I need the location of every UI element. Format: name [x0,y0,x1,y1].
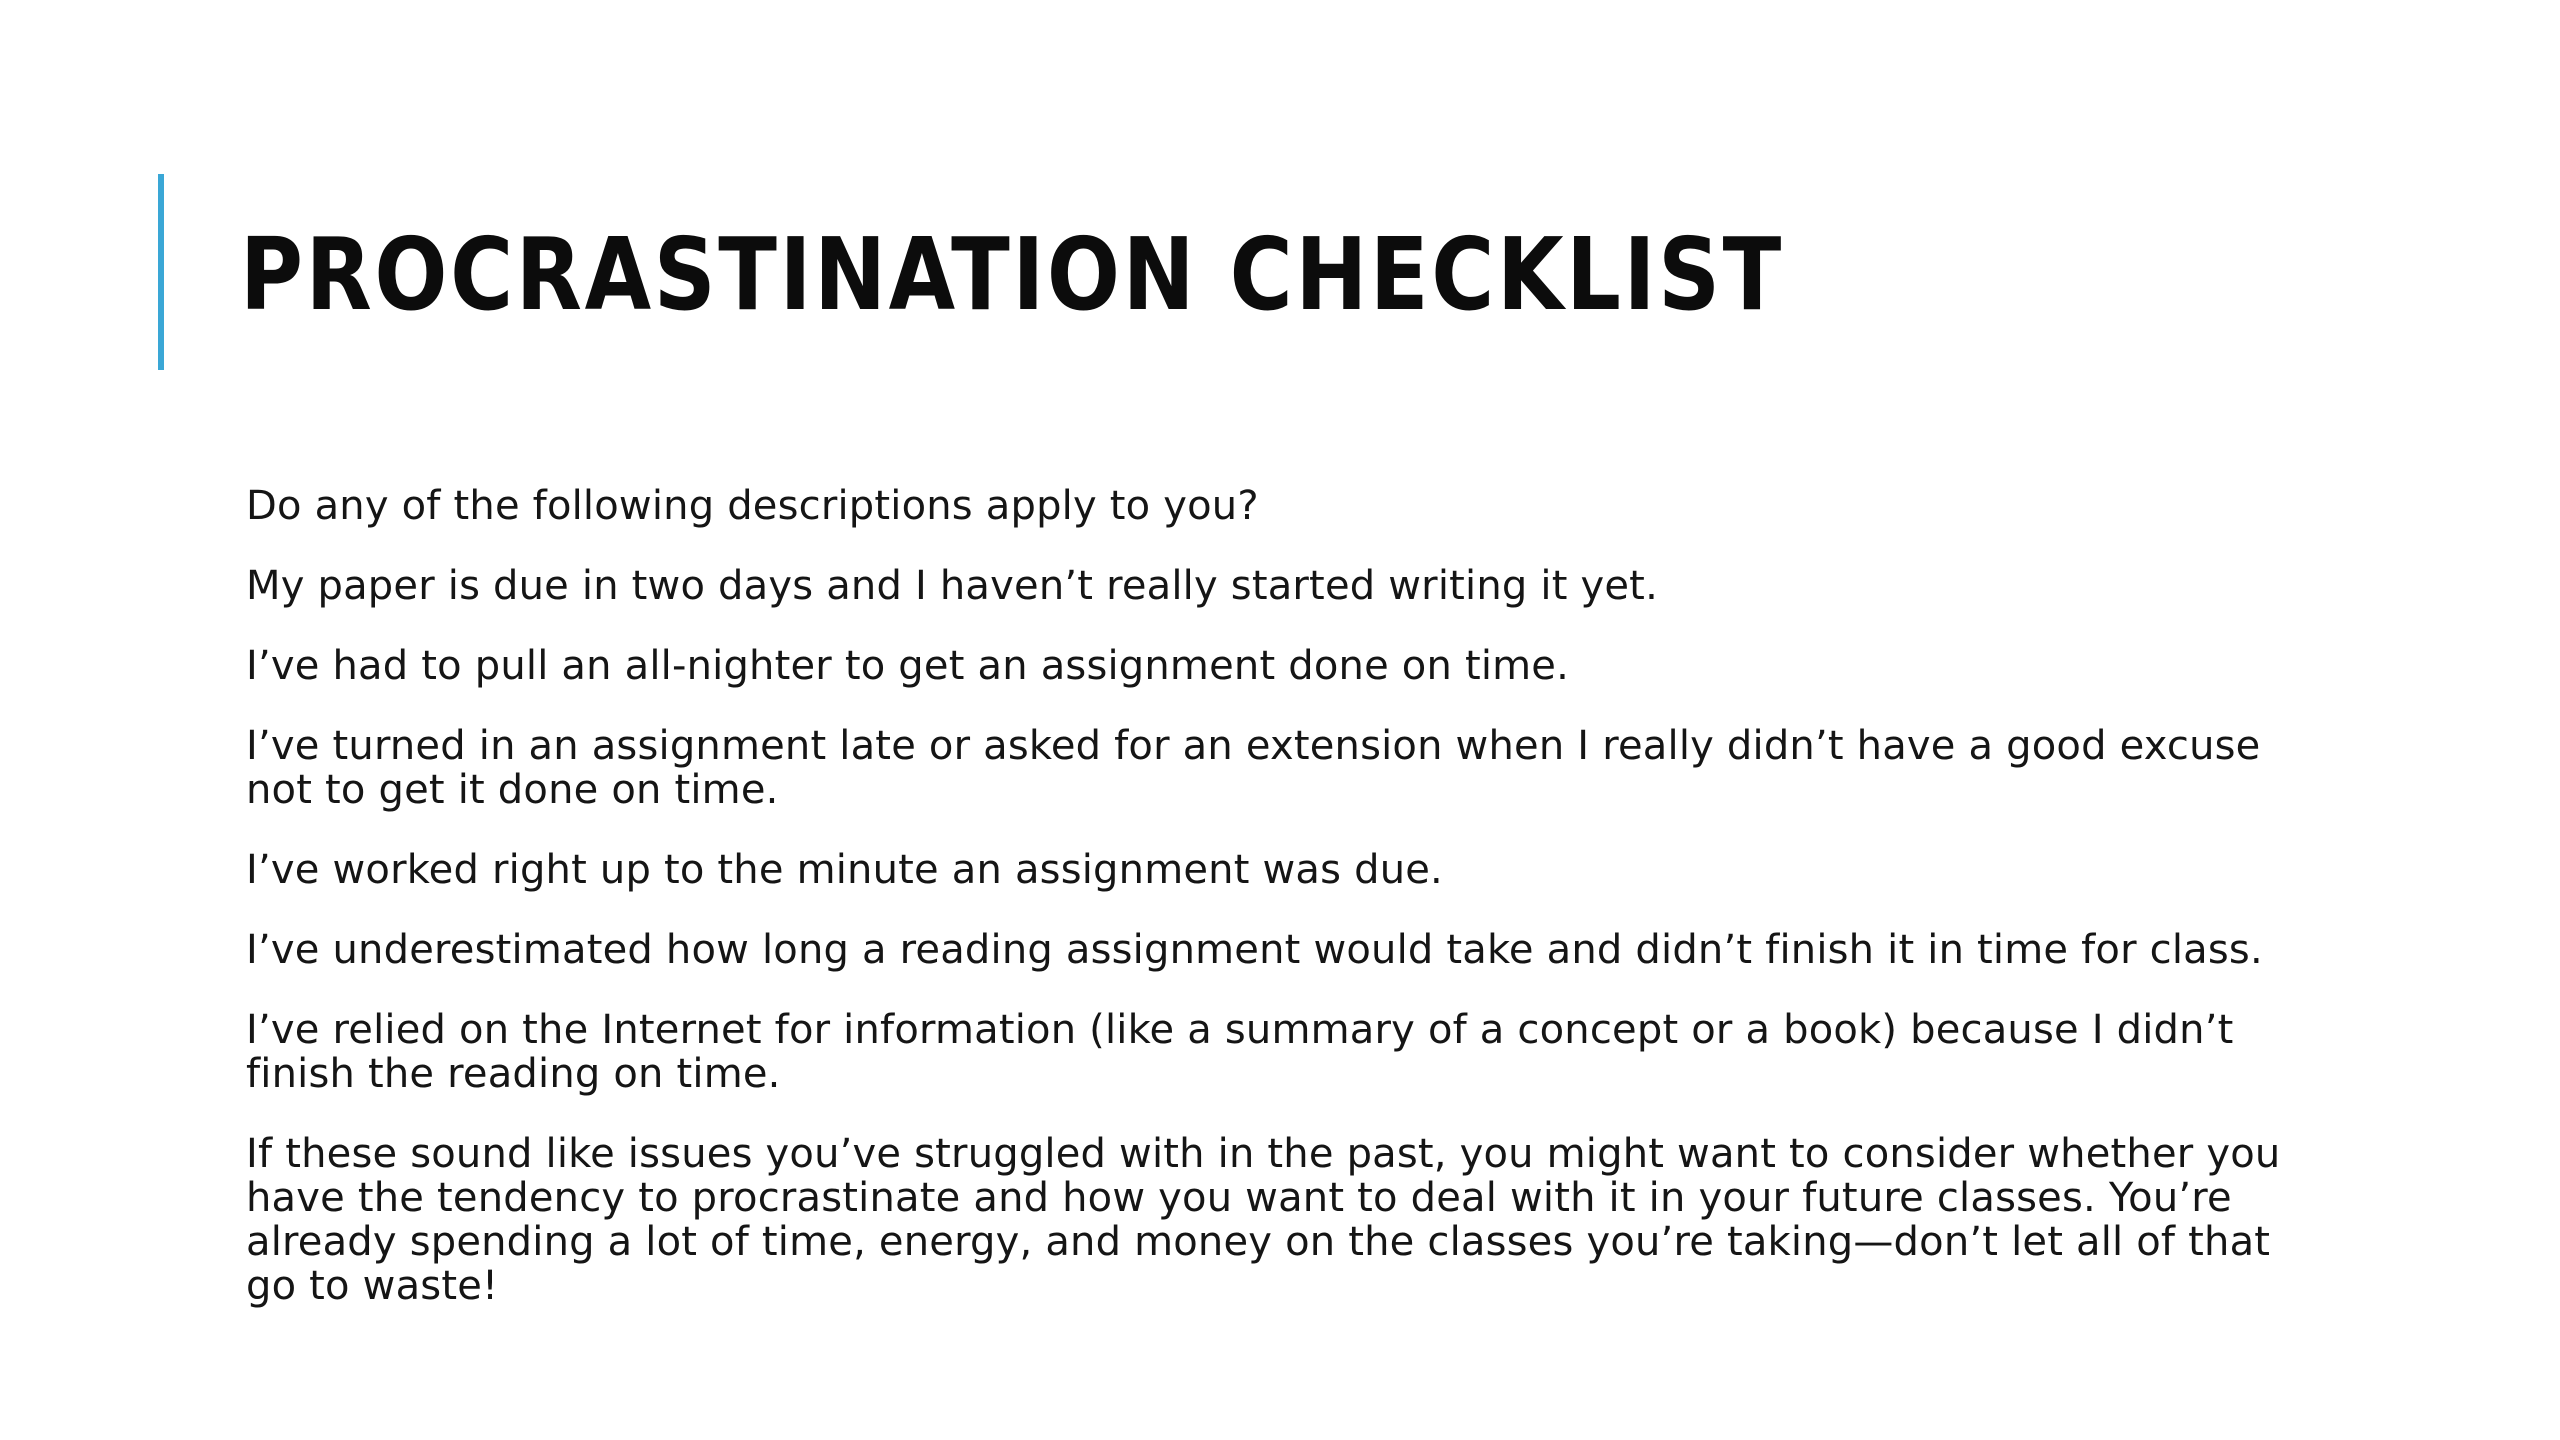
body-paragraph-conclusion: If these sound like issues you’ve struggled with in the past, you might want to consider whether you have the tendency to procrastinate and how you want to deal with it in your future classes. You’re already spending a lot of time, energy, and money on the classes you’re taking—don’t let all of that go to waste! [246,1131,2281,1309]
slide-body [246,484,2326,1308]
body-paragraph-item: I’ve had to pull an all-nighter to get an assignment done on time. [246,643,1570,689]
body-paragraph-item: I’ve relied on the Internet for information (like a summary of a concept or a book) because I didn’t finish the reading on time. [246,1007,2234,1097]
body-paragraph-item: My paper is due in two days and I haven’t really started writing it yet. [246,563,1658,609]
body-paragraph-intro: Do any of the following descriptions apply to you? [246,483,1259,529]
title-accent-bar [158,174,164,370]
slide-title: PROCRASTINATION CHECKLIST [240,216,1784,333]
body-paragraph-item: I’ve turned in an assignment late or asked for an extension when I really didn’t have a good excuse not to get it done on time. [246,723,2261,813]
body-paragraph-item: I’ve underestimated how long a reading assignment would take and didn’t finish it in time for class. [246,927,2263,973]
body-paragraph-item: I’ve worked right up to the minute an assignment was due. [246,847,1443,893]
